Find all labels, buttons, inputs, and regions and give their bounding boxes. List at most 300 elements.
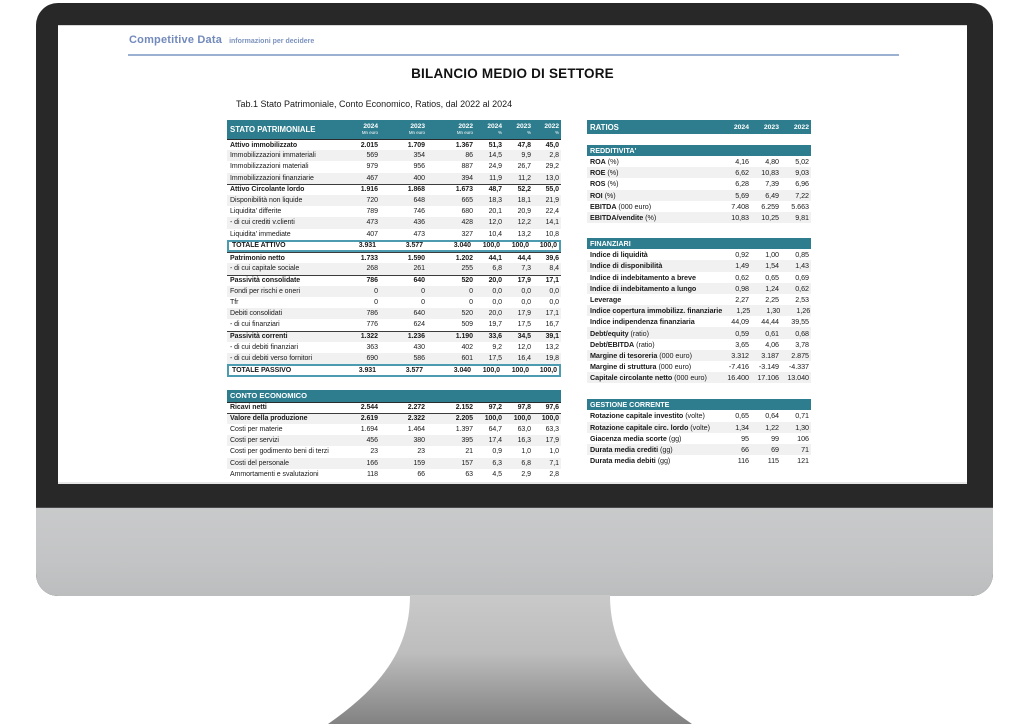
cell-value: 6,28 <box>735 179 749 189</box>
cell-value: 5,69 <box>735 190 749 200</box>
cell-value: 14,1 <box>545 219 559 227</box>
table-row <box>227 139 561 150</box>
cell-value: 19,7 <box>488 321 502 329</box>
row-label: Costi per servizi <box>230 437 279 445</box>
cell-value: 3.931 <box>358 366 376 374</box>
table-row <box>227 184 561 195</box>
row-label: TOTALE ATTIVO <box>232 242 286 250</box>
cell-value: 690 <box>366 354 378 362</box>
table-row <box>587 305 811 316</box>
table-row <box>227 263 561 274</box>
cell-value: 100,0 <box>484 415 502 423</box>
cell-value: 1.733 <box>360 254 378 262</box>
cell-value: 402 <box>461 343 473 351</box>
row-label: ROA (%) <box>590 157 619 167</box>
cell-value: 0,0 <box>521 299 531 307</box>
cell-value: 428 <box>461 219 473 227</box>
cell-value: 1.709 <box>407 141 425 149</box>
cell-value: 97,2 <box>488 404 502 412</box>
cell-value: 66 <box>417 470 425 478</box>
finanziari-header: FINANZIARI <box>587 238 811 249</box>
cell-value: 0,0 <box>492 287 502 295</box>
cell-value: 20,9 <box>517 208 531 216</box>
cell-value: 1,25 <box>736 306 751 316</box>
row-label: Rotazione capitale investito (volte) <box>590 411 705 421</box>
cell-value: 2.322 <box>407 415 425 423</box>
cell-value: 261 <box>413 265 425 273</box>
cell-value: 12,0 <box>517 343 531 351</box>
cell-value: 44,44 <box>761 317 779 327</box>
cell-value: 10,8 <box>545 230 559 238</box>
cell-value: 395 <box>461 437 473 445</box>
col-header: 2022 % <box>544 122 559 136</box>
cell-value: 116 <box>737 456 749 466</box>
cell-value: 7,39 <box>765 179 779 189</box>
table-row <box>587 422 811 433</box>
cell-value: 51,3 <box>488 141 502 149</box>
cell-value: 0,59 <box>735 328 749 338</box>
cell-value: 3.577 <box>405 366 423 374</box>
cell-value: 9,81 <box>795 213 809 223</box>
table-row <box>587 260 811 271</box>
cell-value: 430 <box>413 343 425 351</box>
col-header: 2024 Mn euro <box>361 122 378 136</box>
cell-value: 1.322 <box>360 333 378 341</box>
table-row <box>587 372 811 383</box>
cell-value: 5.663 <box>791 201 809 211</box>
cell-value: 17,9 <box>545 437 559 445</box>
cell-value: 6,8 <box>492 265 502 273</box>
cell-value: 0,9 <box>492 448 502 456</box>
cell-value: 1,34 <box>735 422 749 432</box>
cell-value: 64,7 <box>488 426 502 434</box>
table-row <box>227 297 561 308</box>
cell-value: 118 <box>366 470 378 478</box>
cell-value: 11,9 <box>489 174 502 182</box>
cell-value: 12,0 <box>488 219 502 227</box>
table-caption: Tab.1 Stato Patrimoniale, Conto Economico, Ratios, dal 2022 al 2024 <box>236 99 513 109</box>
cell-value: 380 <box>413 437 425 445</box>
cell-value: 16,7 <box>545 321 559 329</box>
cell-value: 99 <box>771 433 779 443</box>
cell-value: 680 <box>461 208 473 216</box>
row-label: Debt/EBITDA (ratio) <box>590 339 655 349</box>
row-label: Margine di struttura (000 euro) <box>590 362 692 372</box>
cell-value: 1.868 <box>407 186 425 194</box>
cell-value: 1,54 <box>765 261 779 271</box>
header-divider <box>128 54 899 56</box>
monitor-chin <box>36 507 993 596</box>
cell-value: 1.590 <box>407 254 425 262</box>
screen <box>58 25 967 484</box>
table-row <box>227 275 561 286</box>
cell-value: 0,64 <box>765 411 779 421</box>
table-row <box>587 361 811 372</box>
cell-value: 17,5 <box>517 321 531 329</box>
cell-value: 2,27 <box>735 294 749 304</box>
cell-value: 14,5 <box>488 152 502 160</box>
stato-patrimoniale-header <box>227 120 561 139</box>
cell-value: 2.272 <box>407 404 425 412</box>
cell-value: 1.673 <box>455 186 473 194</box>
table-row <box>227 195 561 206</box>
cell-value: 9,2 <box>492 343 502 351</box>
cell-value: 509 <box>461 321 473 329</box>
cell-value: 16.400 <box>727 373 749 383</box>
cell-value: 10,4 <box>488 230 502 238</box>
row-label: Indice di indebitamento a breve <box>590 272 696 282</box>
cell-value: 100,0 <box>482 366 500 374</box>
cell-value: 1,0 <box>549 448 559 456</box>
cell-value: 95 <box>741 433 749 443</box>
cell-value: 0,62 <box>795 283 809 293</box>
cell-value: 1,24 <box>765 283 779 293</box>
cell-value: 1.397 <box>455 426 473 434</box>
cell-value: 3.040 <box>453 242 471 250</box>
cell-value: 0 <box>469 299 473 307</box>
cell-value: 1,49 <box>735 261 749 271</box>
cell-value: 44,4 <box>517 254 531 262</box>
row-label: Costi per godimento beni di terzi <box>230 448 329 456</box>
cell-value: 665 <box>461 197 473 205</box>
cell-value: 66 <box>741 445 749 455</box>
row-label: Ricavi netti <box>230 404 267 412</box>
cell-value: 0,71 <box>795 411 809 421</box>
row-label: Indice di liquidità <box>590 250 648 260</box>
table-row <box>227 161 561 172</box>
section-title: RATIOS <box>590 122 619 132</box>
cell-value: 20,0 <box>488 310 502 318</box>
cell-value: 39,1 <box>545 333 559 341</box>
table-row <box>227 413 561 424</box>
table-row <box>227 319 561 330</box>
cell-value: 100,0 <box>511 242 529 250</box>
cell-value: 18,3 <box>488 197 502 205</box>
cell-value: 45,0 <box>545 141 559 149</box>
col-header: 2023 <box>763 123 779 131</box>
cell-value: 0,65 <box>735 411 749 421</box>
cell-value: 786 <box>366 310 378 318</box>
row-label: Indice di indebitamento a lungo <box>590 283 697 293</box>
table-row <box>227 240 561 253</box>
cell-value: 26,7 <box>517 163 531 171</box>
cell-value: 776 <box>366 321 378 329</box>
cell-value: 789 <box>366 208 378 216</box>
table-row <box>227 424 561 435</box>
row-label: Durata media crediti (gg) <box>590 445 673 455</box>
cell-value: 2.544 <box>360 404 378 412</box>
cell-value: 400 <box>413 174 425 182</box>
row-label: Tfr <box>230 299 239 307</box>
cell-value: 17,1 <box>545 277 559 285</box>
table-row <box>227 229 561 240</box>
cell-value: 1.694 <box>360 426 378 434</box>
cell-value: 0 <box>469 287 473 295</box>
cell-value: 6,3 <box>492 459 502 467</box>
table-row <box>227 402 561 413</box>
row-label: Immobilizzazioni immateriali <box>230 152 316 160</box>
row-label: - di cui debiti finanziari <box>230 343 298 351</box>
col-header: 2022 Mn euro <box>456 122 473 136</box>
row-label: Margine di tesoreria (000 euro) <box>590 350 692 360</box>
row-label: Immobilizzazioni finanziarie <box>230 174 314 182</box>
cell-value: 436 <box>413 219 425 227</box>
cell-value: 520 <box>461 310 473 318</box>
cell-value: 0 <box>374 287 378 295</box>
cell-value: 0 <box>421 299 425 307</box>
cell-value: 18,1 <box>517 197 531 205</box>
table-row <box>587 455 811 466</box>
cell-value: 47,8 <box>517 141 531 149</box>
table-row <box>227 446 561 457</box>
row-label: Costi del personale <box>230 459 289 467</box>
cell-value: 520 <box>461 277 473 285</box>
cell-value: 979 <box>366 163 378 171</box>
table-row <box>587 410 811 421</box>
cell-value: 55,0 <box>545 186 559 194</box>
row-label: Indice copertura immobilizz. finanziarie <box>590 306 723 316</box>
cell-value: 2.875 <box>791 350 809 360</box>
cell-value: 255 <box>461 265 473 273</box>
cell-value: 2,53 <box>795 294 809 304</box>
page-title: BILANCIO MEDIO DI SETTORE <box>411 66 614 81</box>
cell-value: 10,83 <box>761 168 779 178</box>
table-row <box>587 444 811 455</box>
cell-value: 100,0 <box>482 242 500 250</box>
cell-value: 586 <box>413 354 425 362</box>
cell-value: -4.337 <box>788 362 809 372</box>
cell-value: -7.416 <box>728 362 749 372</box>
row-label: EBITDA (000 euro) <box>590 201 652 211</box>
redditivita-table <box>587 156 811 223</box>
cell-value: 624 <box>413 321 425 329</box>
cell-value: 1,22 <box>765 422 779 432</box>
table-row <box>227 364 561 377</box>
cell-value: 100,0 <box>539 242 557 250</box>
cell-value: 4,16 <box>735 157 749 167</box>
cell-value: 9,9 <box>521 152 531 160</box>
cell-value: 63,3 <box>545 426 559 434</box>
cell-value: 0,92 <box>735 250 749 260</box>
cell-value: 21 <box>465 448 473 456</box>
cell-value: 44,1 <box>488 254 502 262</box>
row-label: Debt/equity (ratio) <box>590 328 649 338</box>
cell-value: 13,2 <box>545 343 559 351</box>
cell-value: -3.149 <box>758 362 779 372</box>
cell-value: 1.464 <box>407 426 425 434</box>
cell-value: 3.187 <box>761 350 779 360</box>
cell-value: 5,02 <box>795 157 809 167</box>
cell-value: 12,2 <box>517 219 531 227</box>
cell-value: 115 <box>767 456 779 466</box>
col-header: 2023 % <box>516 122 531 136</box>
table-row <box>227 173 561 184</box>
col-header: 2024 % <box>487 122 502 136</box>
cell-value: 44,09 <box>731 317 749 327</box>
table-row <box>227 286 561 297</box>
cell-value: 6,96 <box>795 179 809 189</box>
table-row <box>227 435 561 446</box>
cell-value: 23 <box>370 448 378 456</box>
row-label: Capitale circolante netto (000 euro) <box>590 373 707 383</box>
cell-value: 746 <box>413 208 425 216</box>
row-label: Patrimonio netto <box>230 254 285 262</box>
finanziari-table <box>587 249 811 383</box>
cell-value: 13,2 <box>517 230 531 238</box>
row-label: EBITDA/vendite (%) <box>590 213 657 223</box>
table-row <box>587 316 811 327</box>
cell-value: 63,0 <box>517 426 531 434</box>
cell-value: 0,98 <box>735 283 749 293</box>
cell-value: 1.367 <box>455 141 473 149</box>
cell-value: 20,0 <box>488 277 502 285</box>
cell-value: 29,2 <box>545 163 559 171</box>
row-label: Durata media debiti (gg) <box>590 456 671 466</box>
logo-brand: Competitive Data <box>129 34 223 46</box>
table-row <box>227 458 561 469</box>
cell-value: 0,0 <box>549 287 559 295</box>
cell-value: 10,25 <box>761 213 779 223</box>
cell-value: 3.040 <box>453 366 471 374</box>
cell-value: 1,43 <box>795 261 809 271</box>
redditivita-header: REDDITIVITA' <box>587 145 811 156</box>
cell-value: 3,78 <box>795 339 809 349</box>
table-row <box>587 327 811 338</box>
table-row <box>227 308 561 319</box>
table-row <box>227 469 561 480</box>
cell-value: 7,22 <box>795 190 809 200</box>
cell-value: 467 <box>366 174 378 182</box>
row-label: Indice di disponibilità <box>590 261 663 271</box>
cell-value: 4,5 <box>492 470 502 478</box>
cell-value: 2.015 <box>360 141 378 149</box>
cell-value: 4,06 <box>765 339 779 349</box>
cell-value: 3,65 <box>735 339 749 349</box>
cell-value: 21,9 <box>545 197 559 205</box>
cell-value: 9,03 <box>795 168 809 178</box>
cell-value: 17,4 <box>488 437 502 445</box>
cell-value: 6.259 <box>761 201 779 211</box>
cell-value: 0 <box>374 299 378 307</box>
cell-value: 1.236 <box>407 333 425 341</box>
cell-value: 159 <box>413 459 425 467</box>
row-label: Passività consolidate <box>230 277 301 285</box>
cell-value: 2.205 <box>455 415 473 423</box>
table-row <box>587 272 811 283</box>
cell-value: 2.152 <box>455 404 473 412</box>
cell-value: 6,8 <box>521 459 531 467</box>
cell-value: 100,0 <box>539 366 557 374</box>
row-label: Ammortamenti e svalutazioni <box>230 470 319 478</box>
conto-economico-header: CONTO ECONOMICO <box>227 390 561 402</box>
cell-value: 3.312 <box>731 350 749 360</box>
cell-value: 648 <box>413 197 425 205</box>
gestione-corrente-header: GESTIONE CORRENTE <box>587 399 811 410</box>
logo-tagline: informazioni per decidere <box>229 38 315 45</box>
cell-value: 71 <box>801 445 809 455</box>
cell-value: 7,3 <box>521 265 531 273</box>
table-row <box>227 331 561 342</box>
cell-value: 0,0 <box>492 299 502 307</box>
cell-value: 569 <box>366 152 378 160</box>
cell-value: 640 <box>413 277 425 285</box>
cell-value: 52,2 <box>517 186 531 194</box>
cell-value: 16,3 <box>517 437 531 445</box>
cell-value: 7,1 <box>549 459 559 467</box>
cell-value: 106 <box>797 433 809 443</box>
cell-value: 100,0 <box>513 415 531 423</box>
cell-value: 86 <box>465 152 473 160</box>
cell-value: 956 <box>413 163 425 171</box>
table-row <box>587 283 811 294</box>
cell-value: 63 <box>465 470 473 478</box>
cell-value: 394 <box>461 174 473 182</box>
table-row <box>227 353 561 364</box>
cell-value: 13,0 <box>545 174 559 182</box>
table-row <box>587 339 811 350</box>
cell-value: 23 <box>417 448 425 456</box>
row-label: ROI (%) <box>590 190 616 200</box>
cell-value: 1,0 <box>521 448 531 456</box>
cell-value: 3.931 <box>358 242 376 250</box>
cell-value: 363 <box>366 343 378 351</box>
cell-value: 16,4 <box>517 354 531 362</box>
cell-value: 34,5 <box>517 333 531 341</box>
cell-value: 7.408 <box>731 201 749 211</box>
cell-value: 97,6 <box>545 404 559 412</box>
row-label: Leverage <box>590 294 622 304</box>
cell-value: 354 <box>413 152 425 160</box>
row-label: Disponibilità non liquide <box>230 197 303 205</box>
cell-value: 22,4 <box>545 208 559 216</box>
col-header: 2022 <box>793 123 809 131</box>
row-label: ROE (%) <box>590 168 619 178</box>
row-label: ROS (%) <box>590 179 619 189</box>
row-label: Passività correnti <box>230 333 288 341</box>
table-row <box>587 178 811 189</box>
cell-value: 24,9 <box>488 163 502 171</box>
cell-value: 100,0 <box>541 415 559 423</box>
cell-value: 640 <box>413 310 425 318</box>
row-label: Attivo immobilizzato <box>230 141 298 149</box>
cell-value: 17.106 <box>757 373 779 383</box>
table-row <box>227 217 561 228</box>
cell-value: 157 <box>461 459 473 467</box>
cell-value: 268 <box>366 265 378 273</box>
cell-value: 1.190 <box>455 333 473 341</box>
gestione-corrente-table <box>587 410 811 466</box>
table-row <box>587 350 811 361</box>
row-label: Giacenza media scorte (gg) <box>590 433 682 443</box>
cell-value: 327 <box>461 230 473 238</box>
row-label: Liquidita' immediate <box>230 230 291 238</box>
table-row <box>587 201 811 212</box>
cell-value: 1.916 <box>360 186 378 194</box>
table-row <box>227 150 561 161</box>
table-row <box>227 252 561 263</box>
cell-value: 20,1 <box>488 208 502 216</box>
cell-value: 473 <box>366 219 378 227</box>
row-label: Valore della produzione <box>230 415 308 423</box>
cell-value: 0,62 <box>735 272 749 282</box>
cell-value: 166 <box>366 459 378 467</box>
monitor-bezel <box>36 3 993 596</box>
cell-value: 1,26 <box>796 306 811 316</box>
cell-value: 0,61 <box>765 328 779 338</box>
logo <box>129 34 314 46</box>
cell-value: 3.577 <box>405 242 423 250</box>
row-label: Debiti consolidati <box>230 310 283 318</box>
